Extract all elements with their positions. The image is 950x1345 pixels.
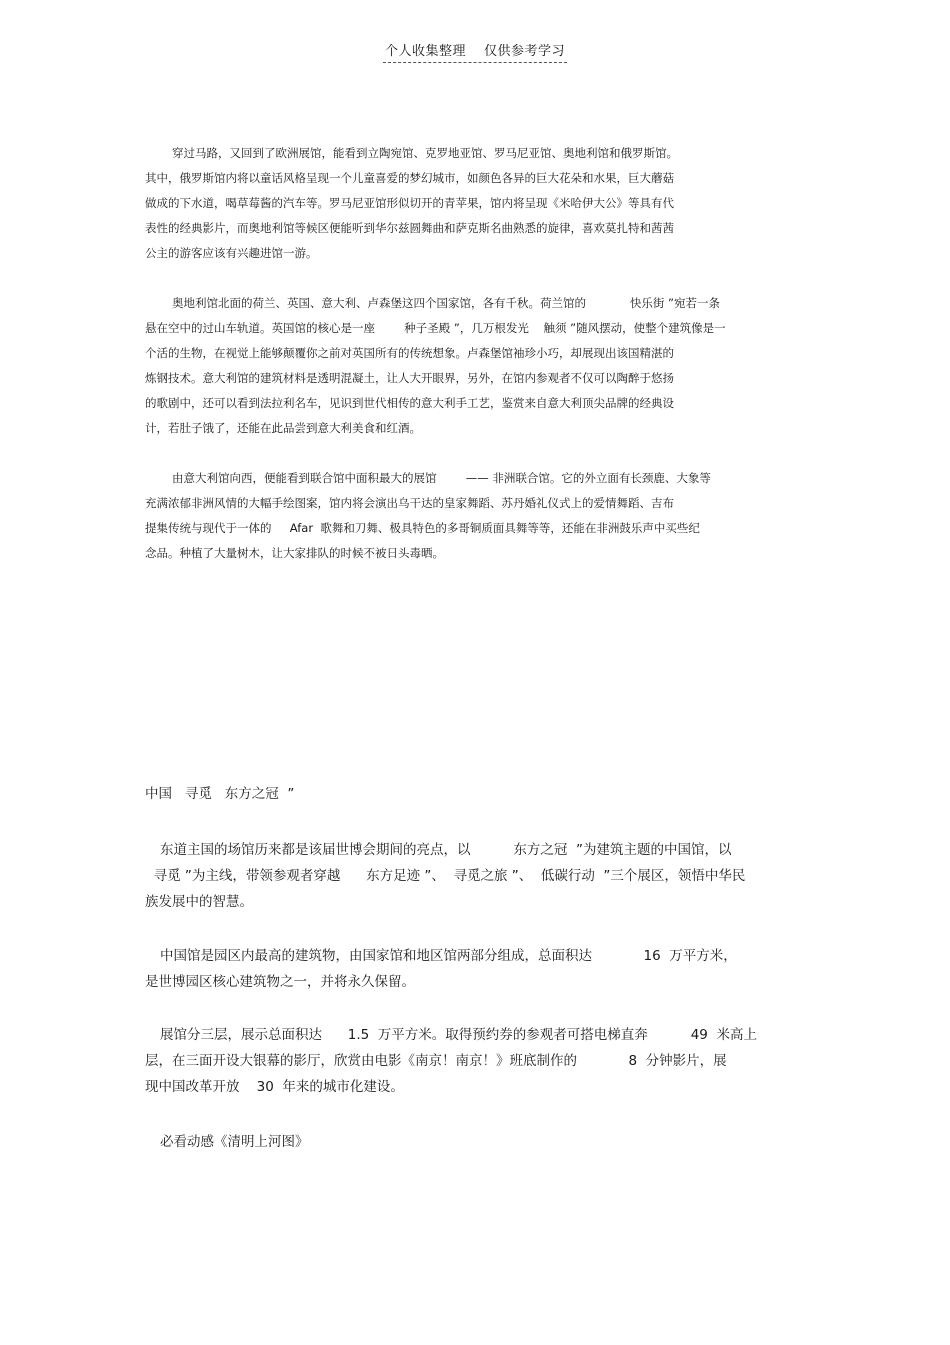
page-header: [0, 40, 950, 63]
para1-line-1: 穿过马路，又回到了欧洲展馆，能看到立陶宛馆、克罗地亚馆、罗马尼亚馆、奥地利馆和俄罗斯馆。: [172, 146, 678, 160]
para3-line-3: 提集传统与现代于一体的 Afar 歌舞和刀舞、极具特色的多哥铜质面具舞等等，还能在非洲鼓乐声中买些纪: [145, 521, 700, 535]
section-title: 中国 寻觅 东方之冠 ”: [145, 786, 295, 802]
para2-line-5: 的歌剧中，还可以看到法拉利名车，见识到世代相传的意大利手工艺，鉴赏来自意大利顶尖品牌的经典设: [145, 396, 674, 410]
para2-line-3: 个活的生物，在视觉上能够颠覆你之前对英国所有的传统想象。卢森堡馆袖珍小巧，却展现出该国精湛的: [145, 346, 674, 360]
para6-line-3: 现中国改革开放 30 年来的城市化建设。: [145, 1079, 404, 1095]
para5-line-2: 是世博园区核心建筑物之一，并将永久保留。: [145, 974, 415, 990]
header-left-text: 个人收集整理: [384, 44, 466, 59]
para2-line-6: 计，若肚子饿了，还能在此品尝到意大利美食和红酒。: [145, 421, 421, 435]
para1-line-4: 表性的经典影片，而奥地利馆等候区便能听到华尔兹圆舞曲和萨克斯名曲熟悉的旋律，喜欢莫扎特和茜茜: [145, 221, 674, 235]
para3-line-2: 充满浓郁非洲风情的大幅手绘图案，馆内将会演出乌干达的皇家舞蹈、苏丹婚礼仪式上的爱情舞蹈、吉布: [145, 496, 674, 510]
para6-line-1: 展馆分三层，展示总面积达 1.5 万平方米。取得预约券的参观者可搭电梯直奔 49 米高上: [160, 1027, 757, 1043]
para2-line-1: 奥地利馆北面的荷兰、英国、意大利、卢森堡这四个国家馆，各有千秋。荷兰馆的 快乐街 ”宛若一条: [172, 296, 720, 310]
para2-line-4: 炼钢技术。意大利馆的建筑材料是透明混凝土，让人大开眼界，另外，在馆内参观者不仅可以陶醉于悠扬: [145, 371, 674, 385]
para1-line-3: 做成的下水道，喝草莓酱的汽车等。罗马尼亚馆形似切开的青苹果，馆内将呈现《米哈伊大公》等具有代: [145, 196, 674, 210]
para4-line-3: 族发展中的智慧。: [145, 894, 253, 910]
para2-line-2: 悬在空中的过山车轨道。英国馆的核心是一座 种子圣殿 ”，几万根发光 触须 ”随风摆动，使整个建筑像是一: [145, 321, 726, 335]
para1-line-5: 公主的游客应该有兴趣进馆一游。: [145, 246, 318, 260]
para3-line-1: 由意大利馆向西，便能看到联合馆中面积最大的展馆 —— 非洲联合馆。它的外立面有长颈鹿、大象等: [172, 471, 711, 485]
para6-line-2: 层，在三面开设大银幕的影厅，欣赏由电影《南京！南京！》班底制作的 8 分钟影片，展: [145, 1053, 727, 1069]
header-right-text: 仅供参考学习: [484, 44, 566, 59]
para1-line-2: 其中，俄罗斯馆内将以童话风格呈现一个儿童喜爱的梦幻城市，如颜色各异的巨大花朵和水果，巨大蘑菇: [145, 171, 674, 185]
para5-line-1: 中国馆是园区内最高的建筑物，由国家馆和地区馆两部分组成，总面积达 16 万平方米，: [160, 948, 737, 964]
para4-line-2: 寻觅 ”为主线，带领参观者穿越 东方足迹 ”、 寻觅之旅 ”、 低碳行动 ”三个展区，领悟中华民: [145, 868, 746, 884]
header-rule: [383, 40, 567, 63]
para7-line-1: 必看动感《清明上河图》: [160, 1134, 309, 1150]
para3-line-4: 念品。种植了大量树木，让大家排队的时候不被日头毒晒。: [145, 546, 444, 560]
para4-line-1: 东道主国的场馆历来都是该届世博会期间的亮点，以 东方之冠 ”为建筑主题的中国馆，以: [160, 842, 732, 858]
